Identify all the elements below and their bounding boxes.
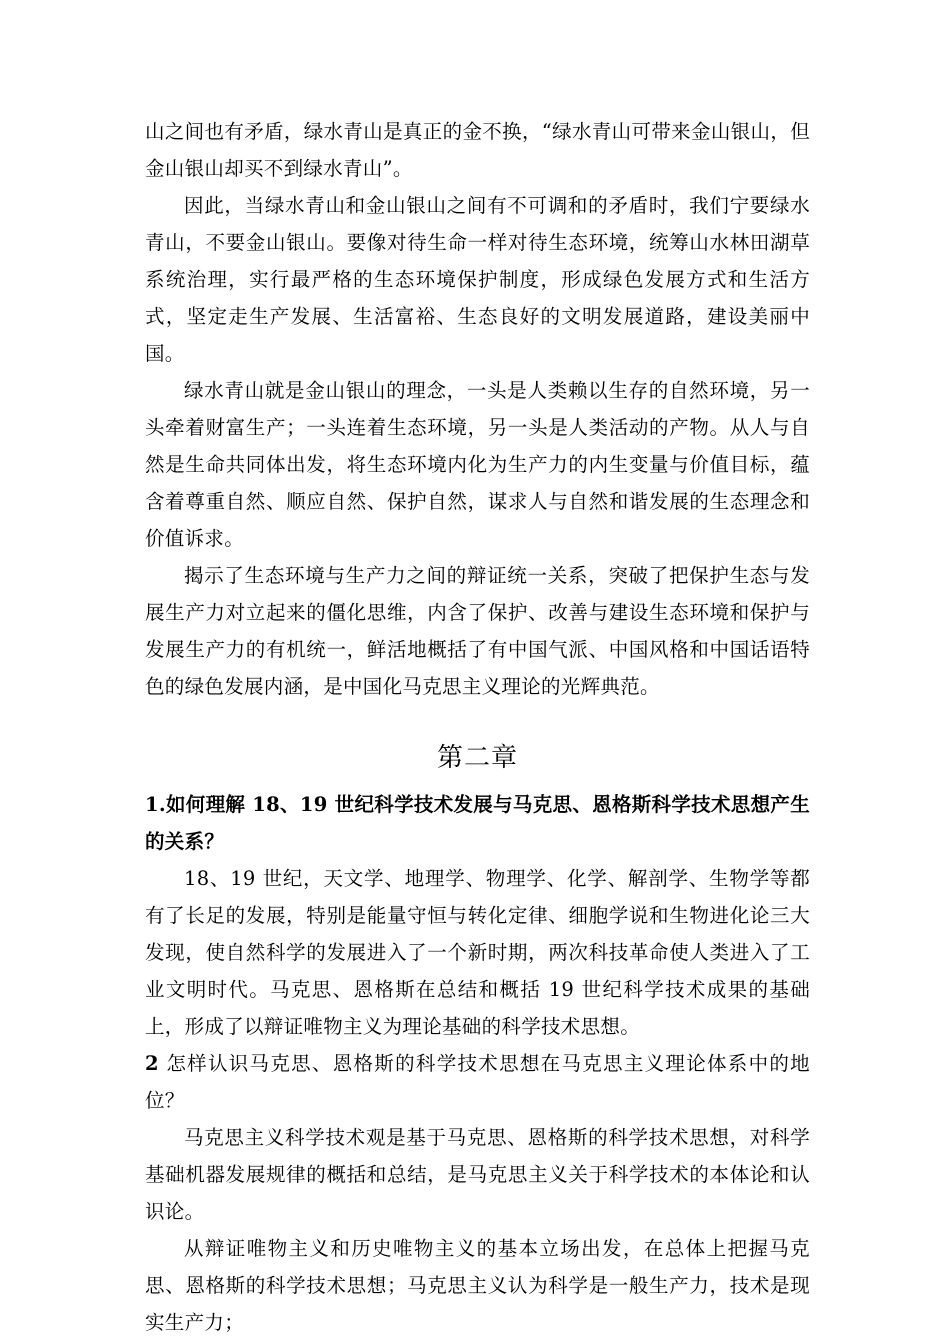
question-2 <box>145 1045 810 1119</box>
answer-1: 18、19 世纪，天文学、地理学、物理学、化学、解剖学、生物学等都有了长足的发展，特别是能量守恒与转化定律、细胞学说和生物进化论三大发现，使自然科学的发展进入了一个新时期，两次科技革命使人类进入了工业文明时代。马克思、恩格斯在总结和概括 19 世纪科学技术成果的基础上，形成了以辩证唯物主义为理论基础的科学技术思想。 <box>145 867 810 1038</box>
question-1: 1.如何理解 18、19 世纪科学技术发展与马克思、恩格斯科学技术思想产生的关系？ <box>145 793 810 853</box>
chapter-title: 第二章 <box>436 743 518 773</box>
question-2-number: 2 <box>145 1052 159 1075</box>
paragraph-green-mountains-priority: 因此，当绿水青山和金山银山之间有不可调和的矛盾时，我们宁要绿水青山，不要金山银山。要像对待生命一样对待生态环境，统筹山水林田湖草系统治理，实行最严格的生态环境保护制度，形成绿色发展方式和生活方式，坚定走生产发展、生活富裕、生态良好的文明发展道路，建设美丽中国。 <box>145 194 810 365</box>
paragraph-dialectical-relationship: 揭示了生态环境与生产力之间的辩证统一关系，突破了把保护生态与发展生产力对立起来的僵化思维，内含了保护、改善与建设生态环境和保护与发展生产力的有机统一，鲜活地概括了有中国气派、中国风格和中国话语特色的绿色发展内涵，是中国化马克思主义理论的光辉典范。 <box>145 564 810 698</box>
document-page <box>145 113 810 1341</box>
paragraph-continuation: 山之间也有矛盾，绿水青山是真正的金不换，“绿水青山可带来金山银山，但金山银山却买不到绿水青山”。 <box>145 120 810 180</box>
answer-2-paragraph-2: 从辩证唯物主义和历史唯物主义的基本立场出发，在总体上把握马克思、恩格斯的科学技术思想；马克思主义认为科学是一般生产力，技术是现实生产力； <box>145 1237 810 1334</box>
answer-2-paragraph-1: 马克思主义科学技术观是基于马克思、恩格斯的科学技术思想，对科学基础机器发展规律的概括和总结，是马克思主义关于科学技术的本体论和认识论。 <box>145 1126 810 1223</box>
paragraph-green-mountains-concept: 绿水青山就是金山银山的理念，一头是人类赖以生存的自然环境，另一头牵着财富生产；一头连着生态环境，另一头是人类活动的产物。从人与自然是生命共同体出发，将生态环境内化为生产力的内生变量与价值目标，蕴含着尊重自然、顺应自然、保护自然，谋求人与自然和谐发展的生态理念和价值诉求。 <box>145 379 810 550</box>
question-2-text: 怎样认识马克思、恩格斯的科学技术思想在马克思主义理论体系中的地位？ <box>145 1052 810 1112</box>
